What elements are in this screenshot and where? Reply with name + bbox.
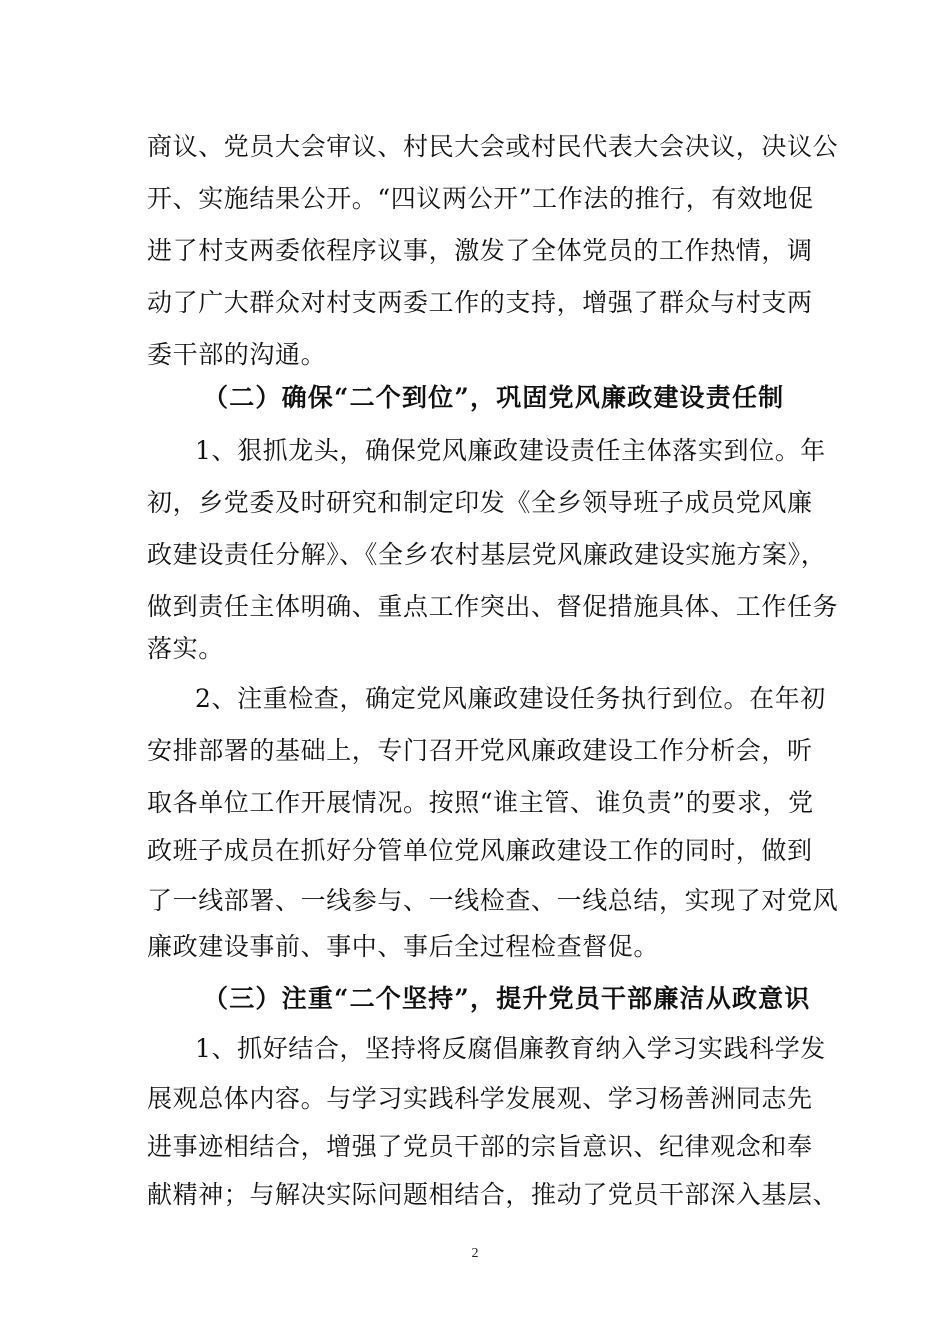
- body-text-line: 政班子成员在抓好分管单位党风廉政建设工作的同时，做到: [147, 836, 813, 865]
- section-heading: （三）注重“二个坚持”，提升党员干部廉洁从政意识: [203, 984, 811, 1013]
- body-text-line: 1、狠抓龙头，确保党风廉政建设责任主体落实到位。年: [195, 436, 826, 465]
- body-text-line: 献精神；与解决实际问题相结合，推动了党员干部深入基层、: [147, 1180, 839, 1209]
- body-text-line: 2、注重检查，确定党风廉政建设任务执行到位。在年初: [195, 684, 826, 713]
- body-text-line: 进了村支两委依程序议事，激发了全体党员的工作热情，调: [147, 236, 813, 265]
- page-number: 2: [471, 1246, 479, 1261]
- body-text-line: 1、抓好结合，坚持将反腐倡廉教育纳入学习实践科学发: [195, 1034, 826, 1063]
- body-text-line: 展观总体内容。与学习实践科学发展观、学习杨善洲同志先: [147, 1084, 813, 1113]
- body-text-line: 进事迹相结合，增强了党员干部的宗旨意识、纪律观念和奉: [147, 1132, 813, 1161]
- body-text-line: 商议、党员大会审议、村民大会或村民代表大会决议，决议公: [147, 132, 839, 161]
- body-text-line: 动了广大群众对村支两委工作的支持，增强了群众与村支两: [147, 288, 813, 317]
- body-text-line: 政建设责任分解》、《全乡农村基层党风廉政建设实施方案》，: [147, 540, 827, 569]
- body-text-line: 开、实施结果公开。“四议两公开”工作法的推行，有效地促: [147, 184, 814, 213]
- body-text-line: 廉政建设事前、事中、事后全过程检查督促。: [147, 932, 660, 961]
- body-text-line: 安排部署的基础上，专门召开党风廉政建设工作分析会，听: [147, 736, 813, 765]
- body-text-line: 了一线部署、一线参与、一线检查、一线总结，实现了对党风: [147, 886, 839, 915]
- body-text-line: 初，乡党委及时研究和制定印发《全乡领导班子成员党风廉: [147, 488, 813, 517]
- section-heading: （二）确保“二个到位”，巩固党风廉政建设责任制: [203, 383, 785, 412]
- body-text-line: 做到责任主体明确、重点工作突出、督促措施具体、工作任务: [147, 592, 839, 621]
- body-text-line: 落实。: [147, 634, 224, 663]
- body-text-line: 取各单位工作开展情况。按照“谁主管、谁负责”的要求，党: [147, 788, 814, 817]
- body-text-line: 委干部的沟通。: [147, 340, 327, 369]
